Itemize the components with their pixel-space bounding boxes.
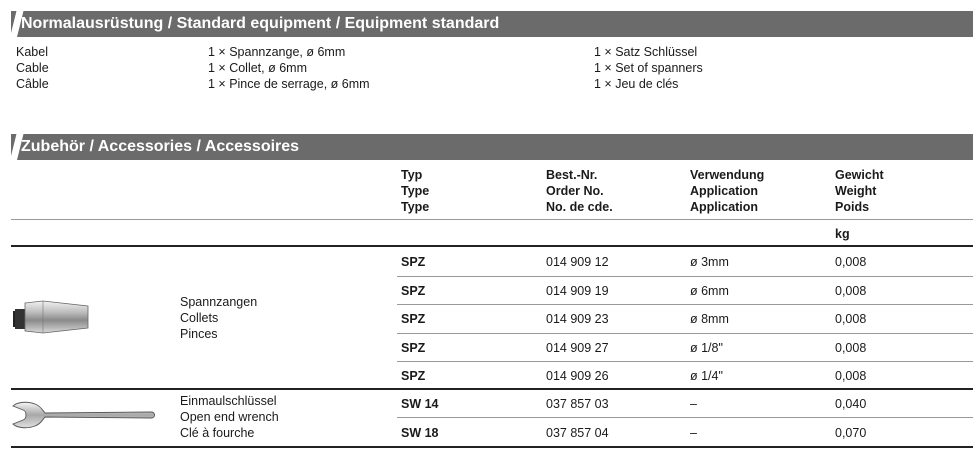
std-item: 1 × Satz Schlüssel bbox=[594, 45, 698, 59]
cell-weight: 0,008 bbox=[835, 369, 867, 383]
header-line: Application bbox=[690, 200, 759, 214]
std-item: Cable bbox=[16, 61, 49, 75]
standard-equipment-col1 bbox=[16, 44, 49, 92]
cell-application: – bbox=[690, 397, 697, 411]
standard-equipment-col3 bbox=[594, 44, 703, 92]
column-header-type bbox=[401, 167, 429, 215]
std-item: 1 × Pince de serrage, ø 6mm bbox=[208, 77, 370, 91]
cell-order: 037 857 04 bbox=[546, 426, 609, 440]
cell-type: SW 14 bbox=[401, 397, 439, 411]
column-header-weight bbox=[835, 167, 884, 215]
row-divider bbox=[397, 304, 973, 305]
group-label-line: Pinces bbox=[180, 327, 218, 341]
cell-application: ø 3mm bbox=[690, 255, 729, 269]
group-label-collets bbox=[180, 294, 257, 342]
std-item: 1 × Set of spanners bbox=[594, 61, 703, 75]
accessories-title: Zubehör / Accessories / Accessoires bbox=[21, 138, 300, 155]
header-line: Typ bbox=[401, 168, 423, 182]
standard-equipment-heading bbox=[11, 11, 973, 37]
column-header-application bbox=[690, 167, 764, 215]
group-divider bbox=[11, 388, 973, 390]
column-header-order bbox=[546, 167, 613, 215]
row-divider bbox=[397, 417, 973, 418]
cell-order: 014 909 12 bbox=[546, 255, 609, 269]
header-line: Weight bbox=[835, 184, 877, 198]
table-top-rule bbox=[11, 245, 973, 247]
row-divider bbox=[397, 276, 973, 277]
group-label-line: Open end wrench bbox=[180, 410, 279, 424]
header-line: Application bbox=[690, 184, 759, 198]
cell-weight: 0,040 bbox=[835, 397, 867, 411]
header-line: Type bbox=[401, 184, 430, 198]
group-label-line: Collets bbox=[180, 311, 219, 325]
cell-weight: 0,070 bbox=[835, 426, 867, 440]
group-label-line: Clé à fourche bbox=[180, 426, 255, 440]
weight-unit: kg bbox=[835, 227, 850, 241]
std-item: 1 × Collet, ø 6mm bbox=[208, 61, 307, 75]
wrench-icon bbox=[11, 400, 157, 430]
standard-equipment-col2 bbox=[208, 44, 370, 92]
header-divider bbox=[11, 219, 973, 220]
header-line: Gewicht bbox=[835, 168, 884, 182]
cell-order: 014 909 27 bbox=[546, 341, 609, 355]
cell-order: 014 909 23 bbox=[546, 312, 609, 326]
accessories-heading bbox=[11, 134, 973, 160]
collet-icon bbox=[13, 297, 93, 337]
cell-weight: 0,008 bbox=[835, 341, 867, 355]
group-label-wrench bbox=[180, 393, 279, 441]
cell-type: SPZ bbox=[401, 284, 426, 298]
header-line: Type bbox=[401, 200, 430, 214]
std-item: Câble bbox=[16, 77, 49, 91]
cell-type: SPZ bbox=[401, 341, 426, 355]
std-item: Kabel bbox=[16, 45, 48, 59]
cell-application: – bbox=[690, 426, 697, 440]
cell-weight: 0,008 bbox=[835, 312, 867, 326]
row-divider bbox=[397, 361, 973, 362]
cell-application: ø 1/4" bbox=[690, 369, 723, 383]
table-bottom-rule bbox=[11, 446, 973, 448]
cell-application: ø 6mm bbox=[690, 284, 729, 298]
header-line: Verwendung bbox=[690, 168, 765, 182]
cell-type: SPZ bbox=[401, 312, 426, 326]
cell-application: ø 1/8" bbox=[690, 341, 723, 355]
cell-order: 014 909 26 bbox=[546, 369, 609, 383]
group-label-line: Einmaulschlüssel bbox=[180, 394, 277, 408]
header-line: Poids bbox=[835, 200, 870, 214]
cell-order: 037 857 03 bbox=[546, 397, 609, 411]
cell-type: SPZ bbox=[401, 369, 426, 383]
std-item: 1 × Spannzange, ø 6mm bbox=[208, 45, 346, 59]
header-line: No. de cde. bbox=[546, 200, 613, 214]
group-label-line: Spannzangen bbox=[180, 295, 258, 309]
cell-application: ø 8mm bbox=[690, 312, 729, 326]
header-line: Best.-Nr. bbox=[546, 168, 598, 182]
standard-equipment-title: Normalausrüstung / Standard equipment / Equipment standard bbox=[21, 15, 500, 32]
row-divider bbox=[397, 333, 973, 334]
cell-type: SPZ bbox=[401, 255, 426, 269]
cell-order: 014 909 19 bbox=[546, 284, 609, 298]
header-line: Order No. bbox=[546, 184, 604, 198]
std-item: 1 × Jeu de clés bbox=[594, 77, 679, 91]
cell-weight: 0,008 bbox=[835, 255, 867, 269]
cell-type: SW 18 bbox=[401, 426, 439, 440]
cell-weight: 0,008 bbox=[835, 284, 867, 298]
